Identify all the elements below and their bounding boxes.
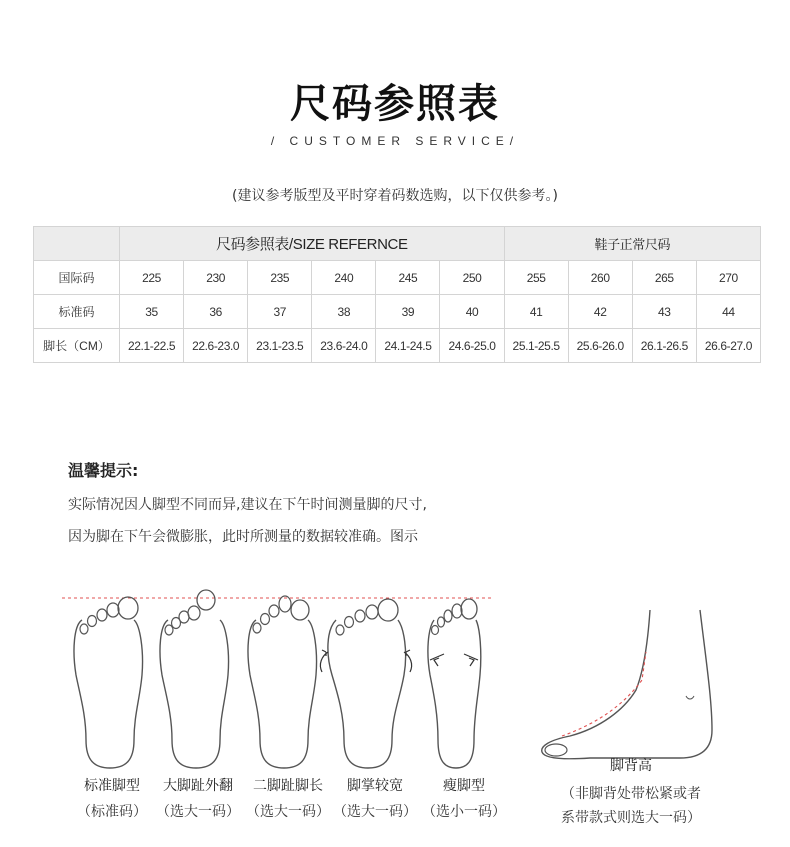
standard-foot-icon xyxy=(74,597,143,768)
page-subtitle: / CUSTOMER SERVICE/ xyxy=(270,134,520,148)
table-cell: 26.1-26.5 xyxy=(632,329,696,363)
table-cell: 44 xyxy=(696,295,760,329)
page-title: 尺码参照表 xyxy=(290,81,500,127)
table-cell: 23.1-23.5 xyxy=(248,329,312,363)
table-cell: 39 xyxy=(376,295,440,329)
instep-advice-line-2: 系带款式则选大一码） xyxy=(561,810,701,826)
table-header-row xyxy=(34,227,761,261)
foot-label-wide xyxy=(325,775,425,821)
wide-foot-icon xyxy=(320,599,411,768)
table-cell: 25.1-25.5 xyxy=(504,329,568,363)
table-cell: 42 xyxy=(568,295,632,329)
table-cell: 37 xyxy=(248,295,312,329)
foot-label-bunion xyxy=(148,775,248,821)
table-cell: 265 xyxy=(632,261,696,295)
foot-advice: （选大一码） xyxy=(333,804,417,820)
foot-label-standard xyxy=(62,775,162,821)
table-cell: 23.6-24.0 xyxy=(312,329,376,363)
foot-label-second-toe xyxy=(238,775,338,821)
high-instep-foot-icon xyxy=(542,610,712,759)
table-cell: 250 xyxy=(440,261,504,295)
table-cell: 25.6-26.0 xyxy=(568,329,632,363)
table-cell: 40 xyxy=(440,295,504,329)
table-cell: 35 xyxy=(120,295,184,329)
foot-name: 脚掌较宽 xyxy=(347,778,403,794)
table-header-blank xyxy=(34,227,120,261)
table-heading-side: 鞋子正常尺码 xyxy=(504,227,760,261)
foot-name: 标准脚型 xyxy=(84,778,140,794)
foot-label-slim xyxy=(414,775,514,821)
table-cell: 41 xyxy=(504,295,568,329)
foot-name: 大脚趾外翻 xyxy=(163,778,233,794)
table-cell: 255 xyxy=(504,261,568,295)
foot-name: 脚背高 xyxy=(610,758,652,774)
foot-name: 瘦脚型 xyxy=(443,778,485,794)
table-cell: 36 xyxy=(184,295,248,329)
size-table xyxy=(33,226,761,363)
row-label: 脚长（CM） xyxy=(34,329,120,363)
row-label: 标准码 xyxy=(34,295,120,329)
table-cell: 225 xyxy=(120,261,184,295)
table-cell: 22.1-22.5 xyxy=(120,329,184,363)
table-heading-main: 尺码参照表/SIZE REFERNCE xyxy=(120,227,505,261)
tips-line-2: 因为脚在下午会微膨胀，此时所测量的数据较准确。图示 xyxy=(68,529,418,545)
table-row xyxy=(34,329,761,363)
table-cell: 260 xyxy=(568,261,632,295)
table-cell: 24.6-25.0 xyxy=(440,329,504,363)
table-cell: 235 xyxy=(248,261,312,295)
row-label: 国际码 xyxy=(34,261,120,295)
long-second-toe-foot-icon xyxy=(248,596,317,768)
instep-advice-line-1: （非脚背处带松紧或者 xyxy=(561,786,701,802)
table-cell: 43 xyxy=(632,295,696,329)
table-cell: 230 xyxy=(184,261,248,295)
table-cell: 26.6-27.0 xyxy=(696,329,760,363)
foot-illustrations xyxy=(0,570,790,770)
table-cell: 245 xyxy=(376,261,440,295)
slim-foot-icon xyxy=(428,599,481,768)
foot-advice: （标准码） xyxy=(77,804,147,820)
table-cell: 38 xyxy=(312,295,376,329)
table-cell: 24.1-24.5 xyxy=(376,329,440,363)
foot-advice: （选大一码） xyxy=(246,804,330,820)
foot-advice: （选大一码） xyxy=(156,804,240,820)
table-cell: 22.6-23.0 xyxy=(184,329,248,363)
table-row xyxy=(34,261,761,295)
table-cell: 270 xyxy=(696,261,760,295)
foot-name: 二脚趾脚长 xyxy=(253,778,323,794)
foot-label-instep xyxy=(546,755,716,827)
table-cell: 240 xyxy=(312,261,376,295)
size-note: (建议参考版型及平时穿着码数选购，以下仅供参考。) xyxy=(232,188,558,204)
tips-line-1: 实际情况因人脚型不同而异,建议在下午时间测量脚的尺寸, xyxy=(68,497,427,513)
tips-title: 温馨提示: xyxy=(68,461,139,480)
foot-advice: （选小一码） xyxy=(422,804,506,820)
bunion-foot-icon xyxy=(160,590,229,768)
table-row xyxy=(34,295,761,329)
